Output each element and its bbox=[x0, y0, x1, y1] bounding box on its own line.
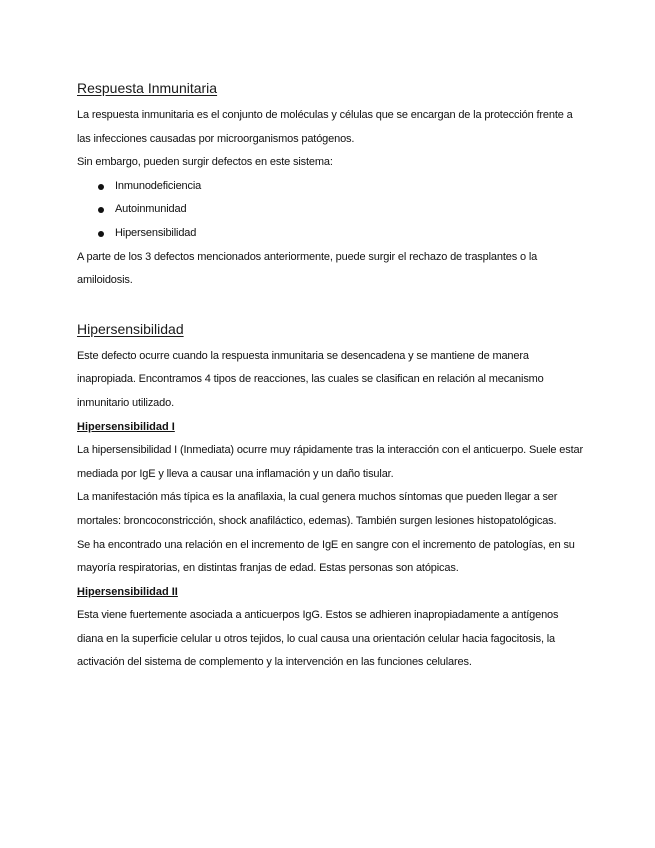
paragraph: La respuesta inmunitaria es el conjunto de moléculas y células que se encargan de la protección frente a las infecciones causadas por microorganismos patógenos. bbox=[77, 109, 573, 145]
bullet-icon bbox=[98, 207, 104, 213]
paragraph: Esta viene fuertemente asociada a anticuerpos IgG. Estos se adhieren inapropiadamente a antígenos diana en la superficie celular u otros tejidos, lo cual causa una orientación celular hacia fagocitosis, la activación del sistema de complemento y la intervención en las funciones celulares. bbox=[77, 609, 559, 669]
bullet-icon bbox=[98, 231, 104, 237]
section-title-hipersensibilidad: Hipersensibilidad bbox=[77, 320, 184, 337]
list-item bbox=[77, 222, 587, 246]
document-page bbox=[77, 78, 587, 675]
list-item bbox=[77, 175, 587, 199]
paragraph: Se ha encontrado una relación en el incremento de IgE en sangre con el incremento de patologías, en su mayoría respiratorias, en distintas franjas de edad. Estas personas son atópicas. bbox=[77, 538, 575, 575]
paragraph: Este defecto ocurre cuando la respuesta inmunitaria se desencadena y se mantiene de manera inapropiada. Encontramos 4 tipos de reacciones, las cuales se clasifican en relación al mecanismo inmunitario utilizado. bbox=[77, 349, 544, 409]
paragraph: La manifestación más típica es la anafilaxia, la cual genera muchos síntomas que pueden llegar a ser mortales: broncoconstricción, shock anafiláctico, edemas). También surgen lesiones histopatológicas. bbox=[77, 491, 558, 527]
list-item-label: Autoinmunidad bbox=[115, 203, 187, 216]
paragraph: Sin embargo, pueden surgir defectos en este sistema: bbox=[77, 156, 333, 169]
list-item bbox=[77, 198, 587, 222]
subsection-title-hipersensibilidad-ii: Hipersensibilidad II bbox=[77, 585, 178, 598]
bullet-icon bbox=[98, 184, 104, 190]
paragraph: La hipersensibilidad I (Inmediata) ocurre muy rápidamente tras la interacción con el anticuerpo. Suele estar mediada por IgE y lleva a causar una inflamación y un daño tisular. bbox=[77, 444, 583, 480]
list-item-label: Inmunodeficiencia bbox=[115, 179, 202, 192]
section-title-respuesta-inmunitaria: Respuesta Inmunitaria bbox=[77, 80, 218, 96]
paragraph: A parte de los 3 defectos mencionados anteriormente, puede surgir el rechazo de trasplantes o la amiloidosis. bbox=[77, 250, 538, 287]
defects-list bbox=[77, 175, 587, 246]
subsection-title-hipersensibilidad-i: Hipersensibilidad I bbox=[77, 420, 175, 433]
list-item-label: Hipersensibilidad bbox=[115, 226, 197, 239]
